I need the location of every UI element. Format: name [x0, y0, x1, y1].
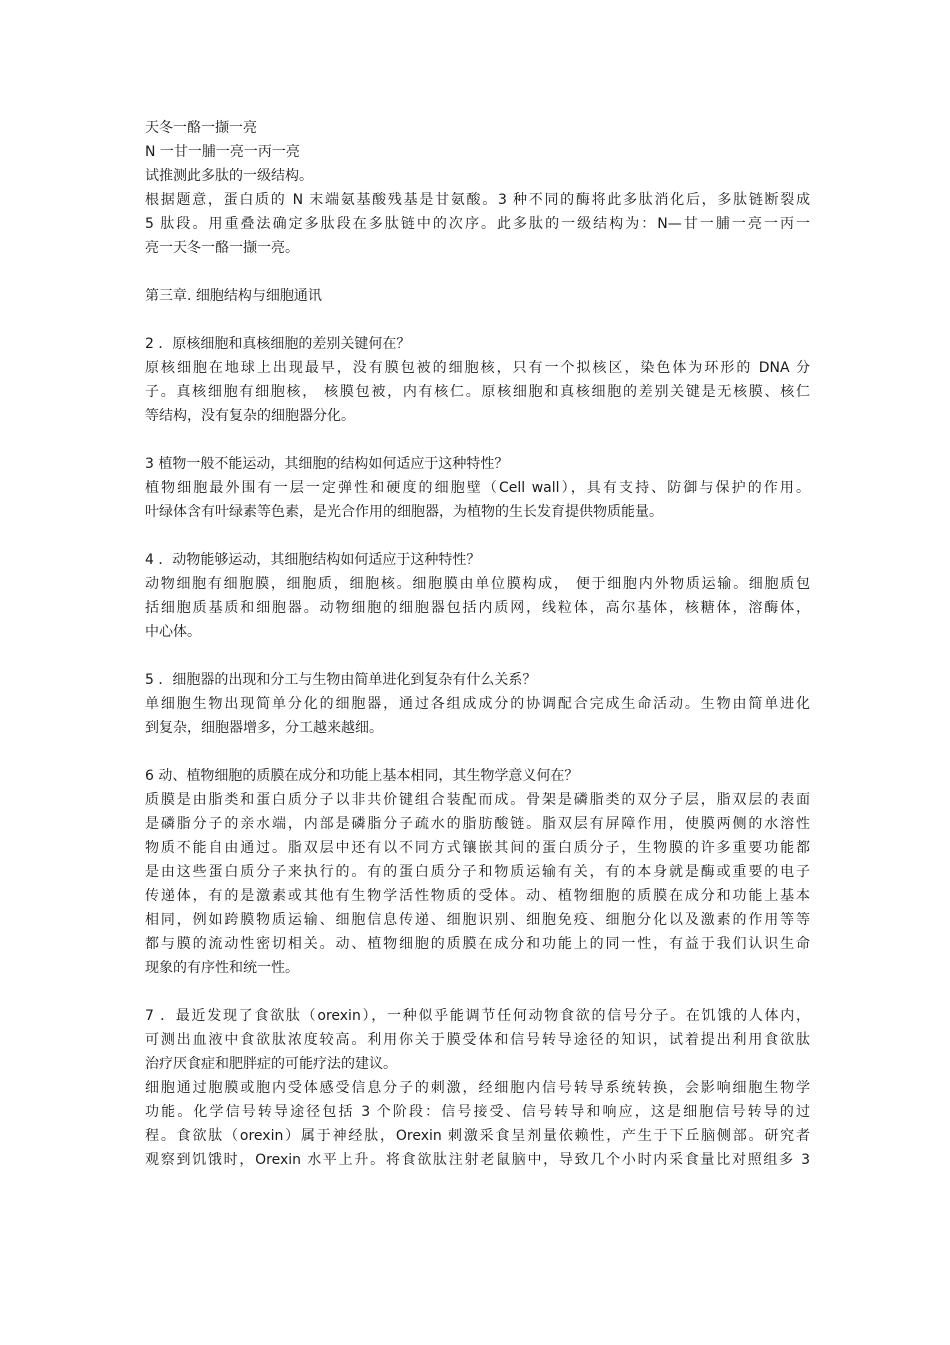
question-2-section [145, 332, 810, 428]
question-7-heading: 治疗厌食症和肥胖症的可能疗法的建议。 [145, 1056, 397, 1072]
question-2-heading: 2 ．原核细胞和真核细胞的差别关键何在？ [145, 336, 411, 352]
answer-line: 叶绿体含有叶绿素等色素，是光合作用的细胞器，为植物的生长发育提供物质能量。 [145, 504, 663, 520]
answer-line: 原核细胞在地球上出现最早，没有膜包被的细胞核，只有一个拟核区，染色体为环形的 DNA 分 [145, 360, 810, 376]
answer-line: 等结构，没有复杂的细胞器分化。 [145, 408, 355, 424]
question-7-heading: 可测出血液中食欲肽浓度较高。利用你关于膜受体和信号转导途径的知识，试着提出利用食欲肽 [145, 1032, 810, 1048]
intro-answer-line: 根据题意，蛋白质的 N 末端氨基酸残基是甘氨酸。3 种不同的酶将此多肽消化后，多肽链断裂成 [145, 192, 810, 208]
answer-line: 括细胞质基质和细胞器。动物细胞的细胞器包括内质网，线粒体，高尔基体，核糖体，溶酶体， [145, 600, 810, 616]
answer-line: 质膜是由脂类和蛋白质分子以非共价键组合装配而成。骨架是磷脂类的双分子层，脂双层的表面 [145, 792, 810, 808]
question-3-heading: 3 植物一般不能运动，其细胞的结构如何适应于这种特性？ [145, 456, 509, 472]
answer-line: 传递体，有的是激素或其他有生物学活性物质的受体。动、植物细胞的质膜在成分和功能上基本 [145, 888, 810, 904]
answer-line: 现象的有序性和统一性。 [145, 960, 299, 976]
answer-line: 功能。化学信号转导途径包括 3 个阶段：信号接受、信号转导和响应，这是细胞信号转导的过 [145, 1104, 810, 1120]
peptide-fragment-1: 天冬一酪一撷一亮 [145, 120, 257, 136]
document-page [145, 116, 810, 1172]
intro-answer-line: 亮一天冬一酪一撷一亮。 [145, 240, 299, 256]
question-4-section [145, 548, 810, 644]
answer-line: 程。食欲肽（orexin）属于神经肽，Orexin 刺激采食呈剂量依赖性，产生于下丘脑侧部。研究者 [145, 1128, 810, 1144]
answer-line: 动物细胞有细胞膜，细胞质，细胞核。细胞膜由单位膜构成， 便于细胞内外物质运输。细胞质包 [145, 576, 810, 592]
question-4-heading: 4 ．动物能够运动，其细胞结构如何适应于这种特性？ [145, 552, 481, 568]
intro-question: 试推测此多肽的一级结构。 [145, 168, 313, 184]
answer-line: 子。真核细胞有细胞核， 核膜包被，内有核仁。原核细胞和真核细胞的差别关键是无核膜、核仁 [145, 384, 810, 400]
question-6-heading: 6 动、植物细胞的质膜在成分和功能上基本相同，其生物学意义何在？ [145, 768, 579, 784]
intro-answer-line: 5 肽段。用重叠法确定多肽段在多肽链中的次序。此多肽的一级结构为：N—甘一脯一亮一丙一 [145, 216, 810, 232]
question-7-section [145, 1004, 810, 1172]
question-5-section [145, 668, 810, 740]
question-7-heading: 7 ．最近发现了食欲肽（orexin），一种似乎能调节任何动物食欲的信号分子。在饥饿的人体内， [145, 1008, 810, 1024]
chapter-title: 第三章. 细胞结构与细胞通讯 [145, 288, 322, 304]
answer-line: 单细胞生物出现简单分化的细胞器，通过各组成成分的协调配合完成生命活动。生物由简单进化 [145, 696, 810, 712]
intro-section [145, 116, 810, 260]
question-5-heading: 5 ．细胞器的出现和分工与生物由简单进化到复杂有什么关系？ [145, 672, 537, 688]
answer-line: 是由这些蛋白质分子来执行的。有的蛋白质分子和物质运输有关，有的本身就是酶或重要的电子 [145, 864, 810, 880]
answer-line: 是磷脂分子的亲水端，内部是磷脂分子疏水的脂肪酸链。脂双层有屏障作用，使膜两侧的水溶性 [145, 816, 810, 832]
answer-line: 观察到饥饿时，Orexin 水平上升。将食欲肽注射老鼠脑中，导致几个小时内采食量比对照组多 3 [145, 1152, 810, 1168]
answer-line: 中心体。 [145, 624, 201, 640]
answer-line: 物质不能自由通过。脂双层中还有以不同方式镶嵌其间的蛋白质分子，生物膜的许多重要功能都 [145, 840, 810, 856]
peptide-fragment-2: N 一甘一脯一亮一丙一亮 [145, 144, 300, 160]
answer-line: 植物细胞最外围有一层一定弹性和硬度的细胞壁（Cell wall），具有支持、防御与保护的作用。 [145, 480, 810, 496]
answer-line: 细胞通过胞膜或胞内受体感受信息分子的刺激，经细胞内信号转导系统转换，会影响细胞生物学 [145, 1080, 810, 1096]
question-3-section [145, 452, 810, 524]
answer-line: 到复杂，细胞器增多，分工越来越细。 [145, 720, 383, 736]
answer-line: 都与膜的流动性密切相关。动、植物细胞的质膜在成分和功能上的同一性，有益于我们认识生命 [145, 936, 810, 952]
answer-line: 相同，例如跨膜物质运输、细胞信息传递、细胞识别、细胞免疫、细胞分化以及激素的作用等等 [145, 912, 810, 928]
question-6-section [145, 764, 810, 980]
